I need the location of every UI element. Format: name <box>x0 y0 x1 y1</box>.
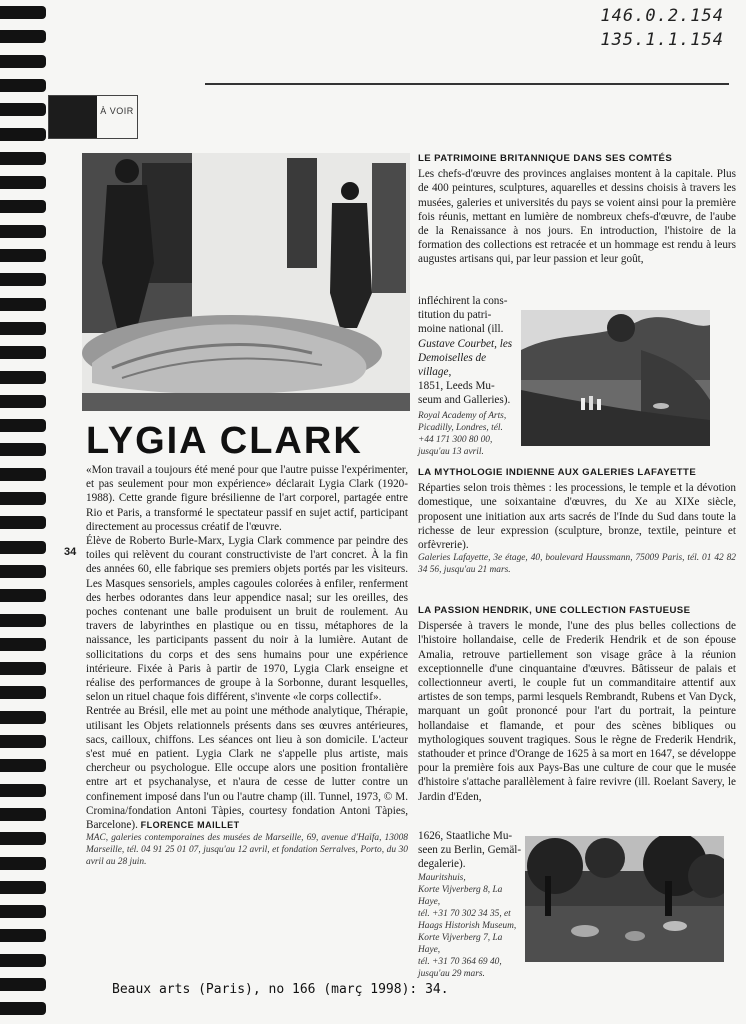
article-1-line: seum and Galleries). <box>418 394 511 407</box>
binding-ring <box>0 686 46 699</box>
article-3-info-line: Korte Vijverberg 8, La Haye, <box>418 884 503 907</box>
binding-ring <box>0 516 46 529</box>
binding-ring <box>0 200 46 213</box>
binding-ring <box>0 735 46 748</box>
lygia-clark-photo-graphic <box>82 153 410 411</box>
article-3-info-line: Korte Vijverberg 7, La Haye, <box>418 932 503 955</box>
binding-ring <box>0 79 46 92</box>
article-3-narrow <box>418 829 523 980</box>
article-3-line: seen zu Berlin, Gemäl- <box>418 844 522 857</box>
main-photo <box>82 153 410 411</box>
spiral-binding <box>0 0 46 1024</box>
article-1-line: 1851, Leeds Mu- <box>418 380 495 393</box>
article-1-title: LE PATRIMOINE BRITANNIQUE DANS SES COMTÉS <box>418 153 673 164</box>
binding-ring <box>0 589 46 602</box>
binding-ring <box>0 565 46 578</box>
binding-ring <box>0 541 46 554</box>
binding-ring <box>0 808 46 821</box>
article-1-line: titution du patri- <box>418 309 492 322</box>
article-2-body: Réparties selon trois thèmes : les processions, le temple et la dévotion domestique, une soixantaine d'œuvres, du Xe au XIXe siècle, proposent une initiation aux arts sacrés de l'Inde du Sud dans toute la richesse de leur expression (sculpture, bronze, textile, peinture et orfèvrerie). <box>418 482 736 552</box>
main-paragraph-2: Élève de Roberto Burle-Marx, Lygia Clark commence par peindre des toiles qui relèvent du courant constructiviste de l'art concret. À la fin des années 60, elle fabrique ses premiers objets portés par les visiteurs. Les Masques sensoriels, amples cagoules colorées à enfiler, renferment des herbes odorantes dans leur appendice nasal; sur les oreilles, des poches contenant une balle produisent un bruit de roulement. Au travers de labyrinthes en plastique ou en tissu, métaphores de la naissance, les participants passent du noir à la lumière. Autant de sollicitations du corps et des sens humains pour une expérience intérieure. Fixée à Paris à partir de 1970, Lygia Clark enseigne et réalise des performances de groupe à la Sorbonne, durant lesquelles, selon un rituel chaque fois différent, s'invente «le corps collectif». <box>86 535 408 704</box>
binding-ring <box>0 784 46 797</box>
article-1-body: Les chefs-d'œuvre des provinces anglaises montent à la capitale. Plus de 400 peintures, sculptures, aquarelles et dessins choisis à travers les musées, galeries et universités du pays se voient ainsi pour la première fois réunis, mettant en lumière de nombreux chefs-d'œuvre, de l'aube de la Renaissance à nos jours. En introduction, l'histoire de la formation des collections est retracée et un hommage est rendu à leurs augustes artisans qui, par leur passion et leur goût, <box>418 168 736 266</box>
binding-ring <box>0 225 46 238</box>
article-1 <box>418 152 736 267</box>
article-1-line: moine national (ill. <box>418 323 504 336</box>
article-2-info: Galeries Lafayette, 3e étage, 40, boulevard Haussmann, 75009 Paris, tél. 01 42 82 34 56, jusqu'au 21 mars. <box>418 553 736 576</box>
binding-ring <box>0 468 46 481</box>
article-1-info-line: Royal Academy of Arts, <box>418 410 507 421</box>
article-1-info-line: +44 171 300 80 00, <box>418 434 493 445</box>
section-tag <box>48 95 138 139</box>
article-1-info <box>418 410 518 458</box>
top-rule <box>205 83 729 85</box>
binding-ring <box>0 322 46 335</box>
binding-ring <box>0 128 46 141</box>
article-2 <box>418 466 736 576</box>
article-3 <box>418 604 736 804</box>
binding-ring <box>0 298 46 311</box>
section-tag-label: À VOIR <box>100 106 134 116</box>
binding-ring <box>0 662 46 675</box>
binding-ring <box>0 614 46 627</box>
article-3-info-line: Haags Historish Museum, <box>418 920 517 931</box>
section-tag-block <box>49 96 97 138</box>
binding-ring <box>0 832 46 845</box>
page-number: 34 <box>64 546 77 558</box>
article-3-title: LA PASSION HENDRIK, UNE COLLECTION FASTUEUSE <box>418 605 691 616</box>
handwritten-note-2: 135.1.1.154 <box>600 30 724 50</box>
binding-ring <box>0 6 46 19</box>
binding-ring <box>0 443 46 456</box>
binding-ring <box>0 638 46 651</box>
binding-ring <box>0 759 46 772</box>
binding-ring <box>0 103 46 116</box>
binding-ring <box>0 881 46 894</box>
binding-ring <box>0 492 46 505</box>
binding-ring <box>0 419 46 432</box>
article-1-line: Gustave Courbet, les <box>418 337 513 350</box>
binding-ring <box>0 711 46 724</box>
binding-ring <box>0 1002 46 1015</box>
savery-painting <box>525 836 724 962</box>
binding-ring <box>0 929 46 942</box>
article-3-info-line: Mauritshuis, <box>418 872 466 883</box>
article-3-line: degalerie). <box>418 858 466 871</box>
landscape-graphic <box>521 310 710 446</box>
binding-ring <box>0 857 46 870</box>
article-3-info-line: tél. +31 70 302 34 35, et <box>418 908 511 919</box>
article-3-line: 1626, Staatliche Mu- <box>418 830 513 842</box>
binding-ring <box>0 395 46 408</box>
binding-ring <box>0 176 46 189</box>
article-1-line: Demoiselles de village, <box>418 351 487 379</box>
binding-ring <box>0 905 46 918</box>
courbet-painting <box>521 310 710 446</box>
main-article-body <box>86 463 408 868</box>
binding-ring <box>0 30 46 43</box>
binding-ring <box>0 346 46 359</box>
article-1-info-line: Picadilly, Londres, tél. <box>418 422 503 433</box>
article-3-info <box>418 872 523 980</box>
binding-ring <box>0 249 46 262</box>
article-3-info-line: jusqu'au 29 mars. <box>418 968 485 979</box>
binding-ring <box>0 273 46 286</box>
binding-ring <box>0 55 46 68</box>
main-paragraph-3 <box>86 704 408 832</box>
citation-footer: Beaux arts (Paris), no 166 (març 1998): 34. <box>112 982 449 997</box>
garden-of-eden-graphic <box>525 836 724 962</box>
main-paragraph-3-text: Rentrée au Brésil, elle met au point une méthode analytique, Thérapie, utilisant les Objets relationnels présents dans ses œuvres antérieures, sacs, cailloux, chiffons. Les séances ont lieu à son domicile. L'acteur s'est mué en patient. Lygia Clark ne s'appelle plus artiste, mais chercheur ou psychologue. Elle occupe alors une position frontalière entre art et psychanalyse, et n'aura de cesse de lutter contre un confinement imposé dans l'un ou l'autre champ (ill. Tunnel, 1973, © M. Cromina/fondation Antoni Tàpies, courtesy fondation Antoni Tàpies, Barcelone). <box>86 705 408 832</box>
binding-ring <box>0 152 46 165</box>
handwritten-note-1: 146.0.2.154 <box>600 6 724 26</box>
article-3-body: Dispersée à travers le monde, l'une des plus belles collections de l'histoire hollandaise, celle de Frederik Hendrik et de son épouse Amalia, retrouve partiellement son visage grâce à la réunion exceptionnelle d'une cinquantaine d'œuvres. Bâtisseur de palais et collectionneur averti, le couple fut un commanditaire attentif aux artistes de son temps, parmi lesquels Rembrandt, Rubens et Van Dyck, marquant un goût prononcé pour l'art du portrait, la peinture hollandaise et flamande, et pour des scènes bibliques ou mythologiques souvent tragiques. Sous le règne de Frederik Hendrik, stathouder et prince d'Orange de 1625 à sa mort en 1647, se développe pour la première fois aux Pays-Bas une culture de cour que le musée d'histoire s'attache parallèlement à faire revivre (ill. Roelant Savery, le Jardin d'Eden, <box>418 620 736 803</box>
main-paragraph-1: «Mon travail a toujours été mené pour que l'autre puisse l'expérimenter, et pas seulement pour mon expérience» déclarait Lygia Clark (1920-1988). Cette grande figure brésilienne de l'art corporel, partagée entre Rio et Paris, a transformé le spectateur passif en sujet actif, participant directement au processus créatif de l'œuvre. <box>86 464 408 533</box>
binding-ring <box>0 954 46 967</box>
author-signature: FLORENCE MAILLET <box>140 820 240 831</box>
article-2-title: LA MYTHOLOGIE INDIENNE AUX GALERIES LAFAYETTE <box>418 467 697 478</box>
main-article-info: MAC, galeries contemporaines des musées de Marseille, 69, avenue d'Haïfa, 13008 Marseille, tél. 04 91 25 01 07, jusqu'au 12 avril, et fondation Serralves, Porto, du 30 avril au 28 juin. <box>86 833 408 868</box>
binding-ring <box>0 978 46 991</box>
article-1-line: infléchirent la cons- <box>418 295 508 307</box>
article-title: LYGIA CLARK <box>86 420 363 462</box>
binding-ring <box>0 371 46 384</box>
article-1-info-line: jusqu'au 13 avril. <box>418 446 484 457</box>
article-1-narrow <box>418 294 518 458</box>
article-3-info-line: tél. +31 70 364 69 40, <box>418 956 502 967</box>
